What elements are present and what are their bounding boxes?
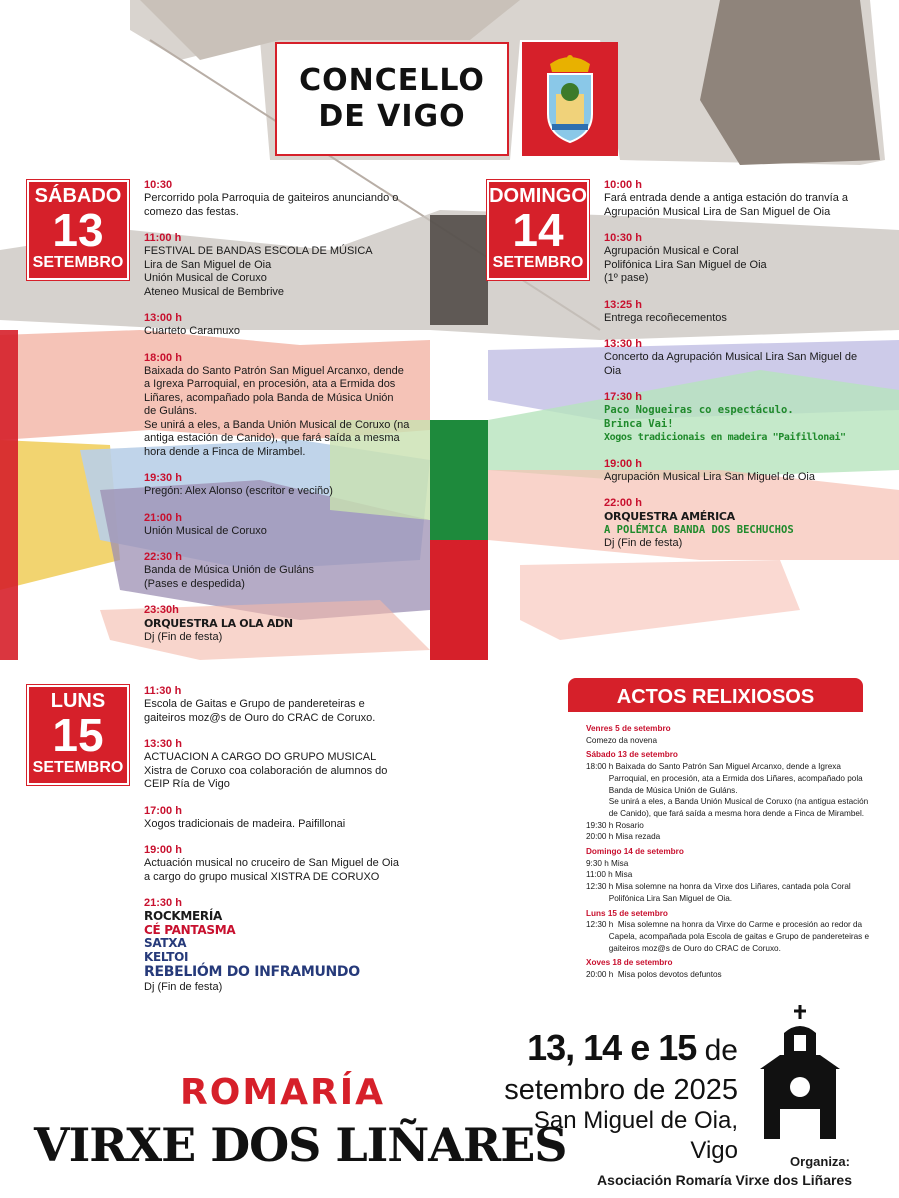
event bbox=[604, 178, 889, 219]
monday-badge bbox=[27, 685, 129, 785]
event-text: Fará entrada dende a antiga estación do tranvía a Agrupación Musical Lira de San Miguel de Oia bbox=[604, 192, 849, 218]
day-month: SETEMBRO bbox=[32, 759, 124, 776]
event bbox=[604, 496, 889, 551]
event-text: Concerto da Agrupación Musical Lira San Miguel de Oia bbox=[604, 351, 858, 377]
event-text: FESTIVAL DE BANDAS ESCOLA DE MÚSICA Lira de San Miguel de Oia Unión Musical de Coruxo Ateneo Musical de Bembrive bbox=[144, 245, 373, 298]
event-time: 17:00 h bbox=[144, 804, 182, 817]
event bbox=[604, 337, 889, 378]
event bbox=[604, 390, 889, 445]
event-time: 23:30h bbox=[144, 604, 179, 616]
event bbox=[604, 231, 889, 286]
event-line: Brinca Vai! bbox=[604, 417, 674, 430]
event-time: 13:30 h bbox=[604, 338, 642, 350]
event-time: 19:00 h bbox=[144, 844, 182, 856]
acts-line: 18:00 h Baixada do Santo Patrón San Miguel Arcanxo, dende a Igrexa bbox=[586, 762, 841, 772]
day-number: 14 bbox=[512, 204, 564, 256]
event-time: 22:30 h bbox=[144, 551, 182, 563]
day-number: 15 bbox=[52, 709, 104, 761]
acts-day-heading: Luns 15 de setembro bbox=[586, 908, 668, 918]
event-time: 21:30 h bbox=[144, 897, 182, 909]
event-text: Percorrido pola Parroquia de gaiteiros anunciando o comezo das festas. bbox=[144, 192, 399, 218]
event-time: 13:30 h bbox=[144, 738, 182, 750]
acts-line: Polifónica Lira San Miguel de Oia. bbox=[586, 893, 733, 903]
event bbox=[144, 684, 444, 725]
event-text: Pregón: Alex Alonso (escritor e veciño) bbox=[144, 485, 333, 497]
event-time: 11:00 h bbox=[144, 232, 182, 244]
band-name: ROCKMERÍA bbox=[144, 909, 222, 923]
place-line2: Vigo bbox=[690, 1137, 738, 1164]
event bbox=[144, 737, 444, 792]
event-text: Banda de Música Unión de Guláns (Pases e despedida) bbox=[144, 564, 314, 590]
event bbox=[144, 804, 444, 832]
concello-de-vigo-logo bbox=[275, 42, 509, 156]
dates-big: 13, 14 e 15 bbox=[527, 1027, 697, 1068]
acts-line: 12:30 h Misa solemne na honra da Virxe do Carme e procesión ao redor da bbox=[586, 920, 863, 930]
band-name: SATXA bbox=[144, 936, 187, 950]
header-line2: DE VIGO bbox=[318, 99, 466, 134]
event bbox=[144, 178, 424, 219]
event-text: ACTUACION A CARGO DO GRUPO MUSICAL Xistra de Coruxo coa colaboración de alumnos do CEIP Ría de Vigo bbox=[144, 751, 388, 790]
event-time: 10:30 bbox=[144, 179, 173, 191]
acts-day-heading: Sábado 13 de setembro bbox=[586, 750, 678, 760]
event-text: Unión Musical de Coruxo bbox=[144, 524, 267, 537]
acts-line: Comezo da novena bbox=[586, 735, 658, 745]
religious-acts-title: ACTOS RELIXIOSOS bbox=[568, 678, 863, 712]
header-line1: CONCELLO bbox=[299, 63, 485, 98]
event bbox=[144, 231, 424, 299]
event-text: Agrupación Musical Lira San Miguel de Oia bbox=[604, 470, 815, 483]
event-line: Paco Nogueiras co espectáculo. bbox=[604, 404, 794, 416]
event bbox=[144, 550, 424, 591]
month-year: setembro de 2025 bbox=[504, 1074, 738, 1106]
day-name: SÁBADO bbox=[34, 185, 122, 207]
event bbox=[144, 896, 444, 995]
event-time: 13:25 h bbox=[604, 298, 642, 311]
event-time: 10:00 h bbox=[604, 179, 642, 191]
saturday-badge bbox=[27, 180, 129, 280]
event-line: Xogos tradicionais en madeira "Paifillonai" bbox=[604, 432, 846, 443]
event bbox=[144, 843, 444, 884]
event-text: Actuación musical no cruceiro de San Miguel de Oia a cargo do grupo musical XISTRA DE CORUXO bbox=[144, 857, 399, 883]
chapel-icon bbox=[750, 1005, 850, 1140]
event-act: A POLÉMICA BANDA DOS BECHUCHOS bbox=[604, 523, 794, 536]
event-act: ORQUESTRA LA OLA ADN bbox=[144, 617, 293, 630]
event-time: 19:30 h bbox=[144, 472, 182, 484]
acts-line: de Canido), que fará saída a mesma hora dende a Finca de Mirambel. bbox=[586, 808, 865, 818]
acts-line: 9:30 h Misa bbox=[586, 858, 629, 868]
band-name: REBELIÓM DO INFRAMUNDO bbox=[144, 964, 360, 980]
virxe-title: VIRXE DOS LIÑARES bbox=[34, 1118, 567, 1172]
acts-line: gaiteiros moz@s de Ouro do CRAC de Coruxo. bbox=[586, 943, 781, 953]
event bbox=[144, 511, 424, 539]
monday-schedule bbox=[144, 684, 444, 1007]
event-text: Cuarteto Caramuxo bbox=[144, 325, 240, 337]
acts-line: Capela, acompañada pola Escola de gaitas e Grupo de pandereteiras e bbox=[586, 931, 870, 941]
place-line1: San Miguel de Oia, bbox=[533, 1107, 738, 1134]
event-text: Xogos tradicionais de madeira. Paifillonai bbox=[144, 817, 346, 830]
saturday-schedule bbox=[144, 178, 424, 656]
event-time: 19:00 h bbox=[604, 457, 642, 470]
event bbox=[144, 603, 424, 644]
acts-line: 19:30 h Rosario bbox=[586, 820, 644, 830]
acts-line: 20:00 h Misa polos devotos defuntos bbox=[586, 970, 722, 980]
organizer-name: Asociación Romaría Virxe dos Liñares bbox=[597, 1172, 852, 1188]
organiza-label: Organiza: bbox=[790, 1154, 850, 1169]
event bbox=[604, 298, 889, 326]
event-time: 11:30 h bbox=[144, 685, 182, 697]
day-name: LUNS bbox=[50, 690, 106, 712]
band-name: CÉ PANTASMA bbox=[144, 922, 236, 937]
coat-of-arms-icon bbox=[522, 42, 618, 156]
acts-line: Parroquial, en procesión, ata a Ermida dos Liñares, acompañado pola bbox=[586, 773, 863, 783]
acts-line: 20:00 h Misa rezada bbox=[586, 832, 661, 842]
sunday-schedule bbox=[604, 178, 889, 563]
romaria-title: ROMARÍA bbox=[180, 1072, 385, 1113]
event-text: Escola de Gaitas e Grupo de pandereteiras e gaiteiros moz@s de Ouro do CRAC de Coruxo. bbox=[144, 698, 376, 724]
event-time: 17:30 h bbox=[604, 391, 642, 403]
event-act: ORQUESTRA AMÉRICA bbox=[604, 510, 735, 523]
event-time: 21:00 h bbox=[144, 511, 182, 524]
acts-line: Se unirá a eles, a Banda Unión Musical de Coruxo (na antigua estación bbox=[586, 797, 869, 807]
sunday-badge bbox=[487, 180, 589, 280]
event bbox=[144, 351, 424, 460]
event-note: Dj (Fin de festa) bbox=[604, 537, 683, 549]
event-note: Dj (Fin de festa) bbox=[144, 630, 223, 643]
band-name: KELTOI bbox=[144, 949, 189, 964]
dates-de: de bbox=[696, 1034, 738, 1067]
acts-day-heading: Domingo 14 de setembro bbox=[586, 847, 684, 857]
event-time: 18:00 h bbox=[144, 351, 182, 364]
acts-day-heading: Venres 5 de setembro bbox=[586, 724, 671, 733]
vigo-coat-of-arms bbox=[522, 42, 618, 156]
acts-line: 11:00 h Misa bbox=[586, 870, 633, 880]
acts-line: Banda de Música Unión de Guláns. bbox=[586, 785, 738, 795]
event bbox=[144, 471, 424, 499]
day-month: SETEMBRO bbox=[32, 254, 124, 271]
event bbox=[604, 457, 889, 485]
event-time: 10:30 h bbox=[604, 232, 642, 244]
acts-day-heading: Xoves 18 de setembro bbox=[586, 958, 673, 968]
event-text: Baixada do Santo Patrón San Miguel Arcanxo, dende a Igrexa Parroquial, en procesión, ata a Ermida dos Liñares, acompañado pola Banda de Música Unión de Guláns. Se unirá a eles, a Banda Unión Musical de Coruxo (na antiga estación de Canido), que fará saída a mesma hora dende a Finca de Mirambel. bbox=[144, 364, 410, 458]
event-text: Entrega recoñecementos bbox=[604, 311, 727, 324]
event-time: 22:00 h bbox=[604, 497, 642, 509]
event bbox=[144, 311, 424, 339]
event-text: Agrupación Musical e Coral Polifónica Lira San Miguel de Oia (1º pase) bbox=[604, 245, 767, 284]
day-number: 13 bbox=[52, 204, 104, 256]
day-name: DOMINGO bbox=[489, 185, 587, 207]
day-month: SETEMBRO bbox=[492, 254, 584, 271]
religious-acts-list bbox=[586, 720, 871, 981]
event-note: Dj (Fin de festa) bbox=[144, 981, 223, 993]
acts-line: 12:30 h Misa solemne na honra da Virxe dos Liñares, cantada pola Coral bbox=[586, 882, 851, 892]
event-time: 13:00 h bbox=[144, 312, 182, 324]
